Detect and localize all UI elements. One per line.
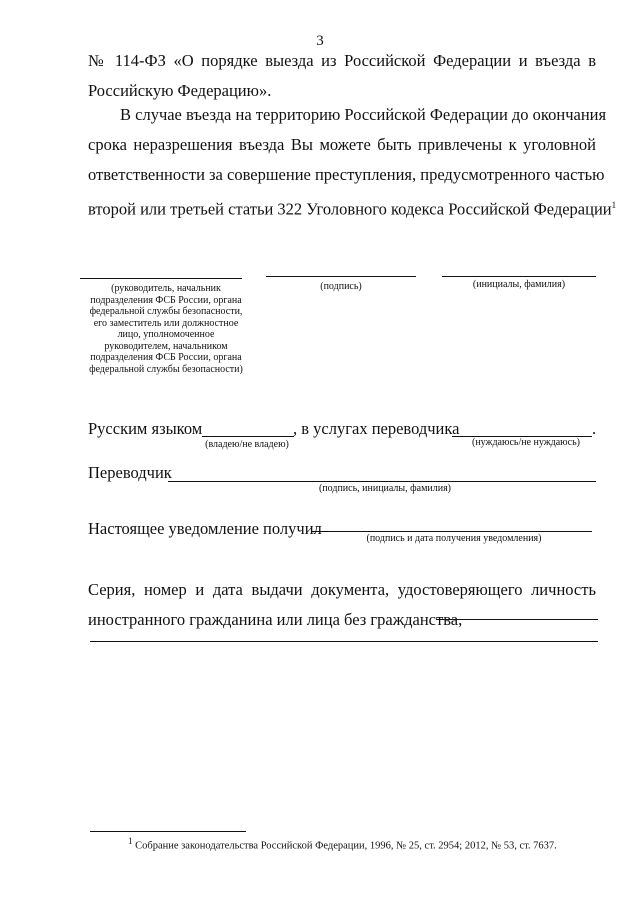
warning-line-4-text: второй или третьей статьи 322 Уголовного кодекса Российской Федерации [88,199,612,219]
name-caption: (инициалы, фамилия) [472,279,566,290]
translator-services-label: , в услугах переводчика [293,419,460,438]
intro-text [88,46,596,106]
needs-caption: (нуждаюсь/не нуждаюсь) [472,437,580,448]
received-caption: (подпись и дата получения уведомления) [366,533,542,544]
position-signature-line[interactable] [80,278,242,279]
warning-line-1-text: В случае въезда на территорию Российской Федерации до окончания [120,105,607,124]
footnote-reference: 1 [611,200,617,210]
footnote [128,836,557,852]
warning-paragraph [88,100,617,225]
signature-caption: (подпись) [320,281,362,292]
language-line-period: . [592,419,597,438]
warning-line-3: ответственности за совершение преступления, предусмотренного частью [88,165,605,184]
identity-document-field-1[interactable] [436,619,598,620]
footnote-separator [90,831,246,832]
received-field[interactable] [312,531,592,532]
warning-line-2: срока неразрешения въезда Вы можете быть привлечены к уголовной [88,135,596,154]
russian-language-label: Русским языком [88,419,203,438]
identity-line-2: иностранного гражданина или лица без гражданства, [88,610,463,629]
speaks-caption: (владею/не владею) [205,439,289,450]
warning-line-1 [88,100,607,130]
russian-language-field[interactable] [202,436,294,437]
intro-line-1: № 114-ФЗ «О порядке выезда из Российской Федерации и въезда в [88,51,596,70]
identity-document-field-2[interactable] [90,641,598,642]
position-caption: (руководитель, начальник подразделения ФСБ России, органа федеральной службы безопасности, его заместитель или должностное лицо, уполномоченное руководителем, начальником подразделения ФСБ России, органа федеральной службы безопасности) [89,283,243,375]
translator-label: Переводчик [88,463,172,482]
identity-line-1: Серия, номер и дата выдачи документа, удостоверяющего личность [88,580,596,599]
translator-caption: (подпись, инициалы, фамилия) [318,483,452,494]
page-number: 3 [316,33,324,49]
identity-document-text [88,575,596,635]
name-signature-line[interactable] [442,276,596,277]
intro-line-2: Российскую Федерацию». [88,81,272,100]
signature-line[interactable] [266,276,416,277]
received-label: Настоящее уведомление получил [88,519,322,538]
footnote-mark: 1 [128,836,133,846]
warning-line-4 [88,190,617,225]
translator-field[interactable] [168,481,596,482]
footnote-text: Собрание законодательства Российской Федерации, 1996, № 25, ст. 2954; 2012, № 53, ст. 7637. [135,840,557,852]
